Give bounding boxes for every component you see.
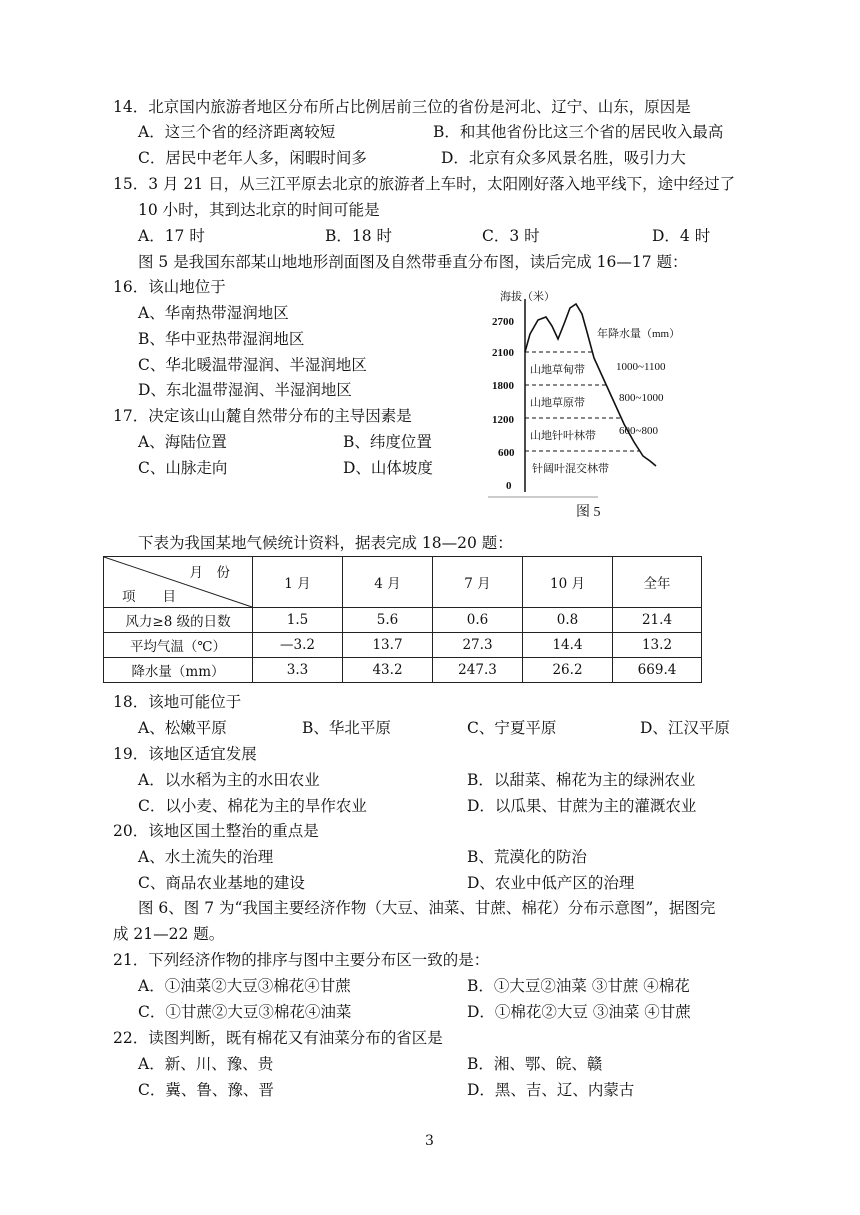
q22-option-b: B．湘、鄂、皖、赣 <box>467 1055 603 1073</box>
q14-stem: 14．北京国内旅游者地区分布所占比例居前三位的省份是河北、辽宁、山东，原因是 <box>113 98 691 116</box>
q20-option-a: A、水土流失的治理 <box>138 848 274 866</box>
q19-option-c: C．以小麦、棉花为主的旱作农业 <box>138 797 367 815</box>
tick-1800: 1800 <box>492 380 514 392</box>
q15-stem-line1: 15．3 月 21 日，从三江平原去北京的旅游者上车时，太阳刚好落入地平线下，途中经过了 <box>113 175 736 193</box>
q14-option-a: A．这三个省的经济距离较短 <box>138 123 336 141</box>
q19-stem: 19．该地区适宜发展 <box>113 745 257 763</box>
q15-option-d: D．4 时 <box>652 227 711 245</box>
figure-5-mountain-profile <box>488 284 681 524</box>
q17-stem: 17．决定该山山麓自然带分布的主导因素是 <box>113 407 412 425</box>
cell: 14.4 <box>523 633 613 658</box>
tick-600: 600 <box>498 447 515 459</box>
q17-option-d: D、山体坡度 <box>343 459 433 477</box>
col-oct: 10 月 <box>523 557 613 608</box>
q21-option-a: A．①油菜②大豆③棉花④甘蔗 <box>138 977 351 995</box>
q15-stem-line2: 10 小时，其到达北京的时间可能是 <box>138 201 380 219</box>
precip-800-1000: 800~1000 <box>619 392 664 404</box>
table-row <box>104 658 702 683</box>
zone-steppe: 山地草原带 <box>530 397 585 409</box>
zone-mixed-forest: 针阔叶混交林带 <box>532 463 609 475</box>
tick-2100: 2100 <box>492 347 514 359</box>
q18-option-c: C、宁夏平原 <box>467 719 557 737</box>
zone-meadow: 山地草甸带 <box>530 364 585 376</box>
q22-option-a: A．新、川、豫、贵 <box>138 1055 274 1073</box>
q20-option-d: D、农业中低产区的治理 <box>467 874 635 892</box>
q14-option-c: C．居民中老年人多，闲暇时间多 <box>138 149 367 167</box>
cell: 13.2 <box>613 633 702 658</box>
table-row <box>104 633 702 658</box>
tick-0: 0 <box>506 480 512 492</box>
figure-5-ylabel: 海拔（米） <box>500 291 555 303</box>
q16-stem: 16．该山地位于 <box>113 278 226 296</box>
col-apr: 4 月 <box>343 557 433 608</box>
q19-option-b: B．以甜菜、棉花为主的绿洲农业 <box>467 771 696 789</box>
tick-1200: 1200 <box>492 414 514 426</box>
cell: 247.3 <box>433 658 523 683</box>
q22-option-c: C．冀、鲁、豫、晋 <box>138 1081 274 1099</box>
q20-option-c: C、商品农业基地的建设 <box>138 874 305 892</box>
q18-stem: 18．该地可能位于 <box>113 693 242 711</box>
precip-1000-1100: 1000~1100 <box>616 361 666 373</box>
q17-option-a: A、海陆位置 <box>138 433 227 451</box>
figure-5-caption: 图 5 <box>576 505 601 520</box>
cell: 13.7 <box>343 633 433 658</box>
cell: 27.3 <box>433 633 523 658</box>
tick-2700: 2700 <box>492 316 514 328</box>
q16-option-b: B、华中亚热带湿润地区 <box>138 330 305 348</box>
row-label: 平均气温（℃） <box>104 633 253 658</box>
zone-coniferous: 山地针叶林带 <box>530 430 596 442</box>
cell: 1.5 <box>253 608 343 633</box>
precip-title: 年降水量（mm） <box>597 328 681 340</box>
q21-stem: 21．下列经济作物的排序与图中主要分布区一致的是： <box>113 951 490 969</box>
q22-stem: 22．读图判断，既有棉花又有油菜分布的省区是 <box>113 1029 443 1047</box>
cell: 669.4 <box>613 658 702 683</box>
header-item: 项 目 <box>122 589 176 605</box>
q19-option-a: A．以水稻为主的水田农业 <box>138 771 320 789</box>
q15-option-c: C．3 时 <box>482 227 540 245</box>
q21-option-b: B．①大豆②油菜 ③甘蔗 ④棉花 <box>467 977 690 995</box>
q14-option-b: B．和其他省份比这三个省的居民收入最高 <box>433 123 724 141</box>
q15-option-b: B．18 时 <box>325 227 393 245</box>
cell: 26.2 <box>523 658 613 683</box>
row-label: 风力≥8 级的日数 <box>104 608 253 633</box>
col-year: 全年 <box>613 557 702 608</box>
q18-option-a: A、松嫩平原 <box>138 719 227 737</box>
table-header-row <box>104 557 702 608</box>
q20-option-b: B、荒漠化的防治 <box>467 848 587 866</box>
cell: 3.3 <box>253 658 343 683</box>
q21-option-c: C．①甘蔗②大豆③棉花④油菜 <box>138 1003 352 1021</box>
q17-option-b: B、纬度位置 <box>343 433 432 451</box>
row-label: 降水量（mm） <box>104 658 253 683</box>
header-diagonal-cell <box>104 557 253 608</box>
col-jan: 1 月 <box>253 557 343 608</box>
q20-stem: 20．该地区国土整治的重点是 <box>113 822 319 840</box>
table-row <box>104 608 702 633</box>
page-number: 3 <box>425 1133 434 1149</box>
intro-21-22-line1: 图 6、图 7 为“我国主要经济作物（大豆、油菜、甘蔗、棉花）分布示意图”，据图完 <box>138 899 716 917</box>
q18-option-b: B、华北平原 <box>302 719 391 737</box>
cell: 0.8 <box>523 608 613 633</box>
header-month: 月 份 <box>189 565 230 581</box>
q14-option-d: D．北京有众多风景名胜，吸引力大 <box>441 149 686 167</box>
q18-option-d: D、江汉平原 <box>640 719 730 737</box>
cell: —3.2 <box>253 633 343 658</box>
q21-option-d: D．①棉花②大豆 ③油菜 ④甘蔗 <box>467 1003 691 1021</box>
intro-16-17: 图 5 是我国东部某山地地形剖面图及自然带垂直分布图，读后完成 16—17 题： <box>138 253 688 271</box>
q16-option-d: D、东北温带湿润、半湿润地区 <box>138 381 352 399</box>
q19-option-d: D．以瓜果、甘蔗为主的灌溉农业 <box>467 797 697 815</box>
intro-21-22-line2: 成 21—22 题。 <box>113 925 225 943</box>
q22-option-d: D．黑、吉、辽、内蒙古 <box>467 1081 635 1099</box>
cell: 43.2 <box>343 658 433 683</box>
climate-table <box>103 556 702 683</box>
cell: 5.6 <box>343 608 433 633</box>
figure-5-graphic <box>488 284 681 524</box>
intro-18-20: 下表为我国某地气候统计资料，据表完成 18—20 题： <box>138 534 513 552</box>
cell: 0.6 <box>433 608 523 633</box>
col-jul: 7 月 <box>433 557 523 608</box>
q16-option-a: A、华南热带湿润地区 <box>138 304 289 322</box>
q15-option-a: A．17 时 <box>138 227 205 245</box>
cell: 21.4 <box>613 608 702 633</box>
precip-600-800: 600~800 <box>619 425 658 437</box>
q17-option-c: C、山脉走向 <box>138 459 228 477</box>
q16-option-c: C、华北暖温带湿润、半湿润地区 <box>138 356 367 374</box>
